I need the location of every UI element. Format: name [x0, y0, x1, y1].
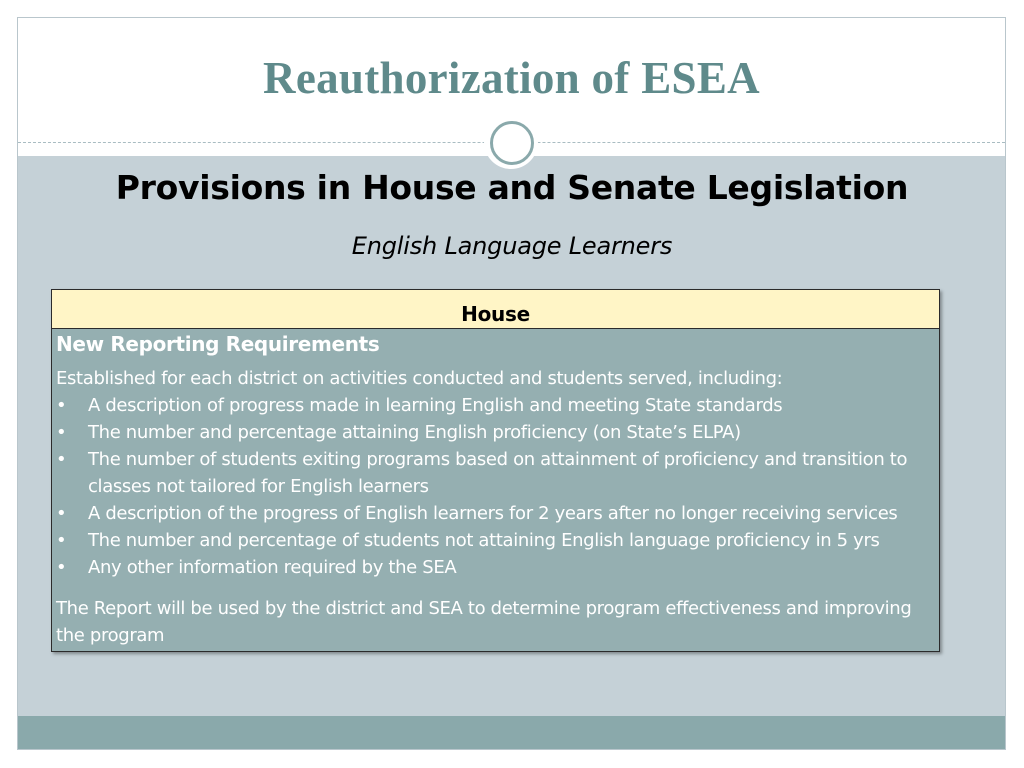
ornament-ring	[490, 121, 534, 165]
slide-subtitle: Provisions in House and Senate Legislation	[115, 168, 909, 207]
bullet-text: The number and percentage of students not attaining English language proficiency in 5 yrs	[88, 530, 880, 551]
bullet-icon: •	[56, 503, 67, 524]
bullet-list	[56, 392, 931, 581]
section-heading: New Reporting Requirements	[56, 332, 380, 356]
slide-title: Reauthorization of ESEA	[263, 53, 760, 103]
bullet-text: The number and percentage attaining English proficiency (on State’s ELPA)	[88, 422, 741, 443]
bullet-text: The number of students exiting programs based on attainment of proficiency and transition to classes not tailored for English learners	[88, 449, 908, 497]
circle-ornament-icon	[484, 115, 538, 169]
bullet-icon: •	[56, 395, 67, 416]
closing-text: The Report will be used by the district and SEA to determine program effectiveness and improving the program	[56, 598, 912, 646]
list-item	[56, 419, 931, 446]
list-item	[56, 527, 931, 554]
list-item	[56, 446, 931, 500]
bullet-icon: •	[56, 422, 67, 443]
list-item	[56, 500, 931, 527]
bullet-text: Any other information required by the SEA	[88, 557, 457, 578]
list-item	[56, 392, 931, 419]
table-body	[52, 329, 939, 651]
list-item	[56, 554, 931, 581]
bullet-icon: •	[56, 530, 67, 551]
slide-subsubtitle: English Language Learners	[351, 232, 673, 260]
house-provisions-table	[51, 289, 940, 652]
bullet-text: A description of the progress of English learners for 2 years after no longer receiving services	[88, 503, 898, 524]
bullet-icon: •	[56, 557, 67, 578]
footer-band	[18, 716, 1005, 750]
table-header: House	[52, 290, 939, 329]
bullet-icon: •	[56, 449, 67, 470]
intro-text: Established for each district on activities conducted and students served, including:	[56, 368, 783, 389]
bullet-text: A description of progress made in learning English and meeting State standards	[88, 395, 783, 416]
